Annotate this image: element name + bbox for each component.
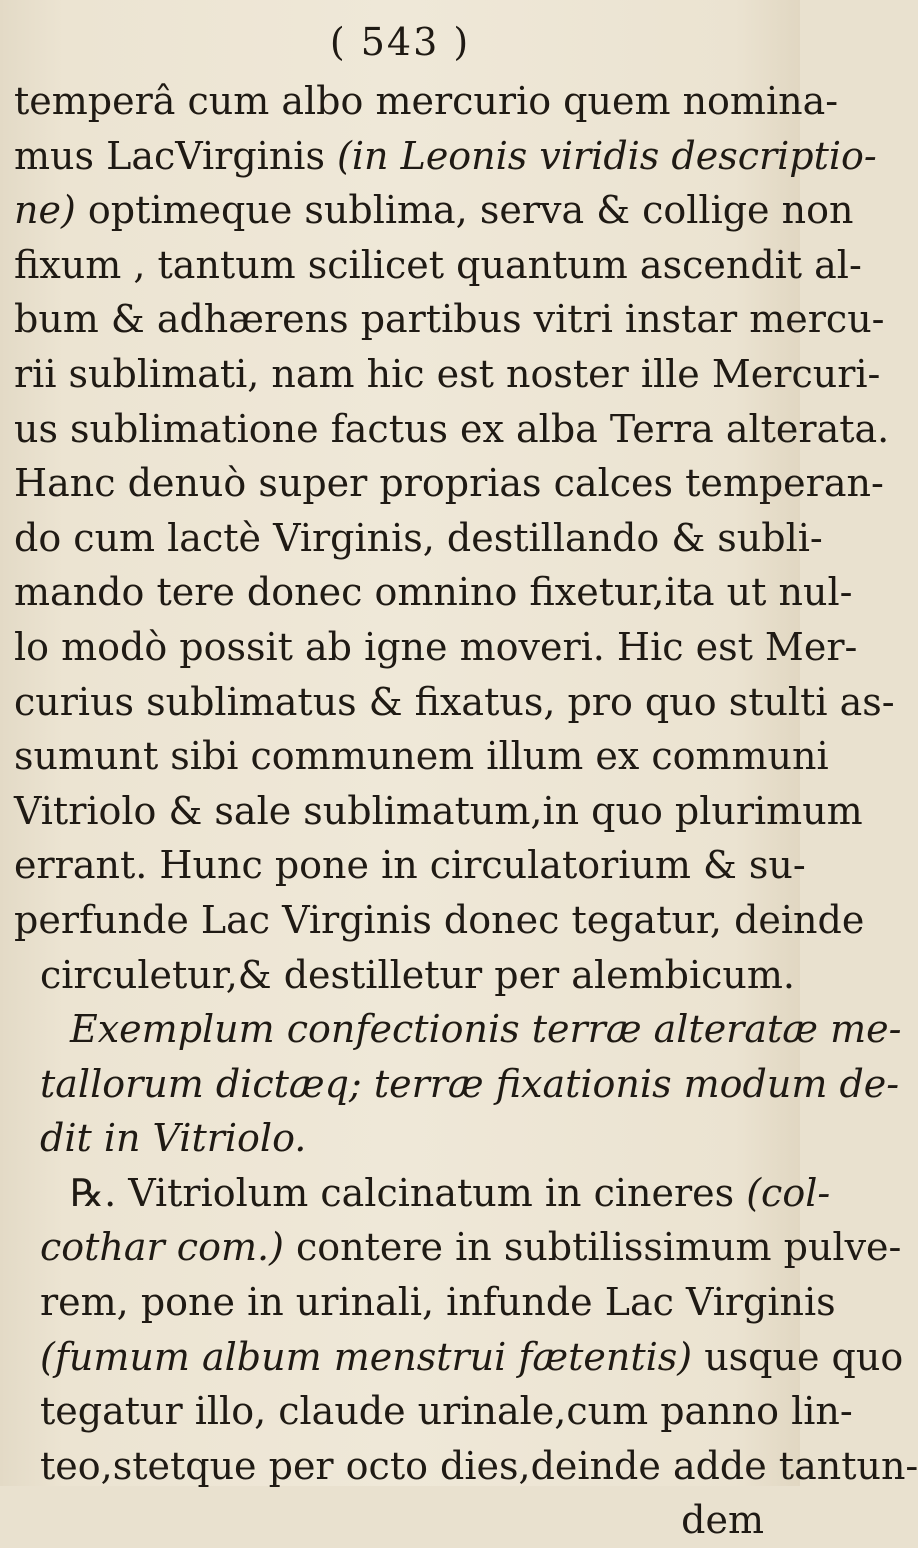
text-line (14, 565, 853, 620)
text-span: mus LacVirginis (14, 133, 338, 178)
text-line (14, 456, 884, 511)
text-span: Vitriolo & sale sublimatum,in quo plurimum (14, 788, 863, 833)
text-line (14, 1166, 831, 1221)
text-span: curius sublimatus & fixatus, pro quo stulti as- (14, 679, 895, 724)
text-span: usque quo (692, 1334, 904, 1379)
text-line (14, 1384, 853, 1439)
text-span: perfunde Lac Virginis donec tegatur, deinde (14, 897, 865, 942)
text-line (14, 1275, 836, 1330)
text-line (14, 1111, 790, 1166)
italic-text-span: cothar com.) (40, 1225, 284, 1270)
text-line (14, 675, 895, 730)
text-span: bum & adhærens partibus vitri instar mercu- (14, 297, 885, 342)
page-number: ( 543 ) (329, 20, 471, 64)
italic-text-span: (col- (746, 1170, 831, 1215)
text-span: tegatur illo, claude urinale,cum panno lin- (40, 1389, 853, 1434)
text-line (14, 838, 806, 893)
text-line (14, 1002, 902, 1057)
text-line (14, 784, 863, 839)
text-span: mando tere donec omnino fixetur,ita ut nul- (14, 570, 853, 615)
text-line (14, 511, 823, 566)
text-span: rem, pone in urinali, infunde Lac Virginis (40, 1280, 836, 1325)
text-line (14, 729, 829, 784)
text-line (14, 347, 881, 402)
text-span: dem (681, 1498, 764, 1543)
text-span: ℞. Vitriolum calcinatum in cineres (70, 1170, 747, 1215)
text-span: errant. Hunc pone in circulatorium & su- (14, 843, 806, 888)
text-span: fixum , tantum scilicet quantum ascendit al- (14, 242, 862, 287)
text-line (14, 183, 854, 238)
text-span: optimeque sublima, serva & collige non (75, 188, 854, 233)
italic-text-span: Exemplum confectionis terræ alteratæ me- (70, 1007, 902, 1052)
text-line (14, 402, 890, 457)
text-span: us sublimatione factus ex alba Terra alterata. (14, 406, 890, 451)
text-line (14, 948, 795, 1003)
text-line (14, 292, 885, 347)
text-span: contere in subtilissimum pulve- (283, 1225, 902, 1270)
text-line (14, 74, 839, 129)
text-line (14, 1330, 904, 1385)
text-line (14, 893, 865, 948)
text-span: sumunt sibi communem illum ex communi (14, 734, 829, 779)
text-line (14, 238, 862, 293)
text-line (14, 620, 858, 675)
text-line (14, 129, 877, 184)
italic-text-span: (in Leonis viridis descriptio- (337, 133, 877, 178)
text-line (14, 1439, 918, 1494)
italic-text-span: tallorum dictæq; terræ fixationis modum de- (40, 1061, 900, 1106)
italic-text-span: ne) (14, 188, 76, 233)
text-span: circuletur,& destilletur per alembicum. (40, 952, 795, 997)
text-span: lo modò possit ab igne moveri. Hic est Mer- (14, 624, 858, 669)
text-line (14, 1220, 902, 1275)
italic-text-span: dit in Vitriolo. (40, 1116, 307, 1161)
text-span: Hanc denuò super proprias calces temperan- (14, 461, 884, 506)
text-span: teo,stetque per octo dies,deinde adde tantun- (40, 1443, 918, 1488)
text-span: temperâ cum albo mercurio quem nomina- (14, 79, 839, 123)
text-span: do cum lactè Virginis, destillando & subli- (14, 515, 823, 560)
text-span: rii sublimati, nam hic est noster ille Mercuri- (14, 351, 881, 396)
italic-text-span: (fumum album menstrui fætentis) (40, 1334, 693, 1379)
body-text (14, 74, 918, 1548)
text-line (14, 1057, 900, 1112)
catchword (14, 1493, 790, 1548)
